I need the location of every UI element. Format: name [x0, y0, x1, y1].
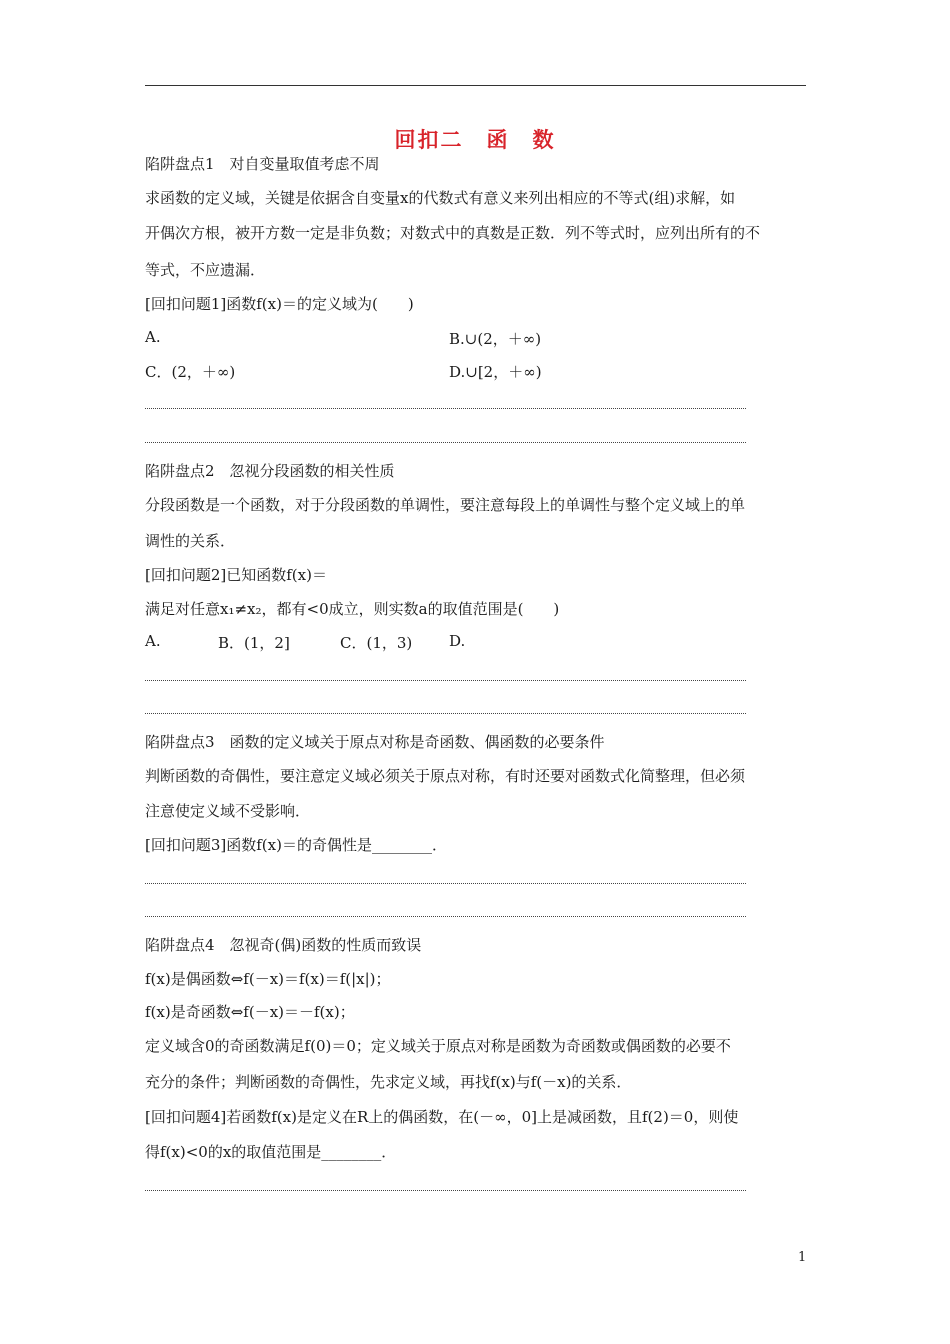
section-3-text: 注意使定义域不受影响．: [145, 802, 311, 820]
section-1-text: 等式，不应遗漏．: [145, 261, 266, 279]
section-3-text: 判断函数的奇偶性，要注意定义域必须关于原点对称，有时还要对函数式化简整理，但必须: [145, 767, 746, 785]
question-2-option-b: B．(1，2]: [218, 634, 290, 652]
question-4: [回扣问题4]若函数f(x)是定义在R上的偶函数，在(－∞，0]上是减函数，且f(2)＝0，则使: [145, 1108, 739, 1126]
question-1-option-d: D.∪[2，＋∞): [449, 363, 542, 381]
section-4-text: 充分的条件；判断函数的奇偶性，先求定义域，再找f(x)与f(－x)的关系．: [145, 1073, 632, 1091]
question-2-option-a: A.: [145, 632, 161, 650]
answer-line: [145, 442, 746, 443]
section-4-text: f(x)是奇函数⇔f(－x)＝－f(x)；: [145, 1003, 355, 1021]
answer-line: [145, 713, 746, 714]
section-2-text: 调性的关系．: [145, 532, 236, 550]
answer-line: [145, 916, 746, 917]
question-4-continued: 得f(x)<0的x的取值范围是________．: [145, 1143, 397, 1161]
question-1-option-a: A.: [145, 328, 161, 346]
question-1-option-c: C．(2，＋∞): [145, 363, 236, 381]
section-1-text: 求函数的定义域，关键是依据含自变量x的代数式有意义来列出相应的不等式(组)求解，如: [145, 189, 736, 207]
answer-line: [145, 883, 746, 884]
question-2-condition: 满足对任意x₁≠x₂，都有<0成立，则实数a的取值范围是( ): [145, 600, 560, 618]
question-1: [回扣问题1]函数f(x)＝的定义域为( ): [145, 295, 414, 313]
section-3-heading: 陷阱盘点3 函数的定义域关于原点对称是奇函数、偶函数的必要条件: [145, 733, 605, 751]
section-4-text: 定义域含0的奇函数满足f(0)＝0；定义域关于原点对称是函数为奇函数或偶函数的必要不: [145, 1037, 731, 1055]
header-rule: [145, 85, 806, 86]
page-number: 1: [798, 1250, 807, 1265]
page-title: 回扣二 函 数: [394, 127, 556, 152]
answer-line: [145, 680, 746, 681]
question-2: [回扣问题2]已知函数f(x)＝: [145, 566, 327, 584]
section-2-heading: 陷阱盘点2 忽视分段函数的相关性质: [145, 462, 395, 480]
section-1-text: 开偶次方根，被开方数一定是非负数；对数式中的真数是正数．列不等式时，应列出所有的不: [145, 224, 761, 242]
answer-line: [145, 408, 746, 409]
question-3: [回扣问题3]函数f(x)＝的奇偶性是________．: [145, 836, 447, 854]
section-4-heading: 陷阱盘点4 忽视奇(偶)函数的性质而致误: [145, 936, 422, 954]
answer-line: [145, 1190, 746, 1191]
section-2-text: 分段函数是一个函数，对于分段函数的单调性，要注意每段上的单调性与整个定义域上的单: [145, 496, 746, 514]
question-2-option-c: C．(1，3): [340, 634, 413, 652]
question-2-option-d: D.: [449, 632, 466, 650]
section-4-text: f(x)是偶函数⇔f(－x)＝f(x)＝f(|x|)；: [145, 970, 391, 988]
section-1-heading: 陷阱盘点1 对自变量取值考虑不周: [145, 155, 380, 173]
question-1-option-b: B.∪(2，＋∞): [449, 330, 542, 348]
